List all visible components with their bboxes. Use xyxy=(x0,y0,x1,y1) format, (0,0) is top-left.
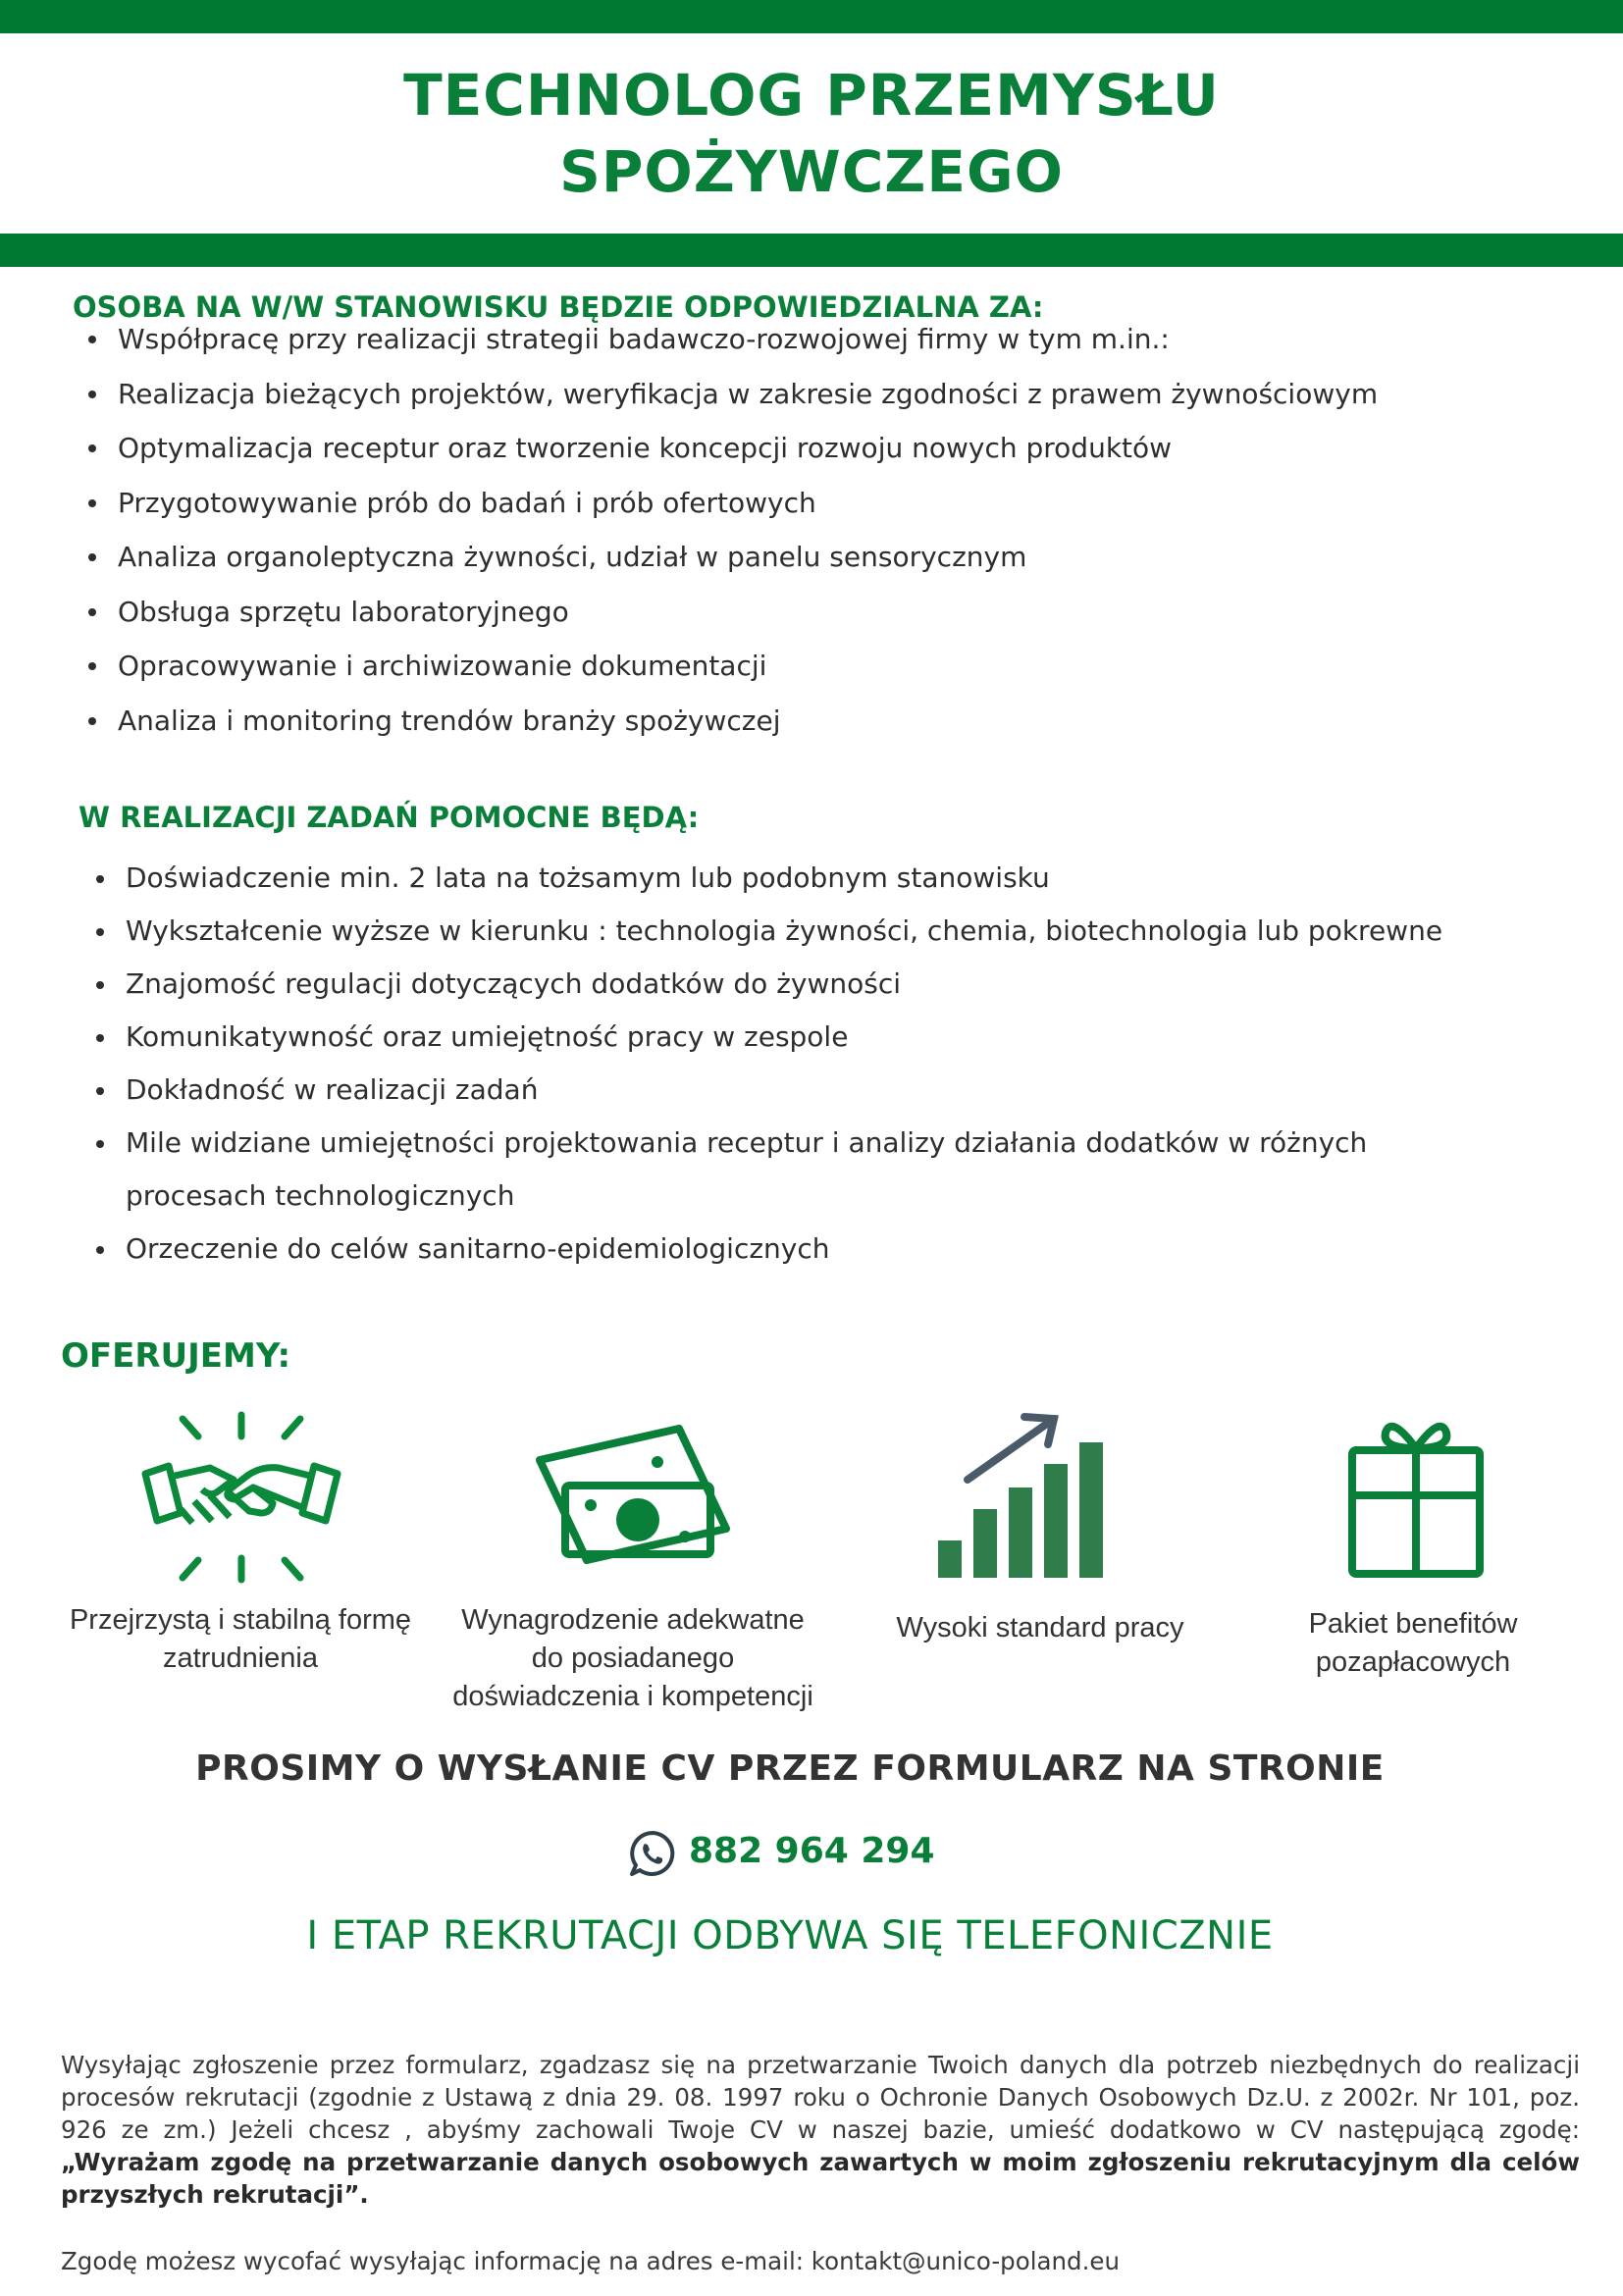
gdpr-consent-text xyxy=(61,2049,1580,2211)
cv-request-heading: PROSIMY O WYSŁANIE CV PRZEZ FORMULARZ NA STRONIE xyxy=(195,1748,1385,1789)
consent-quote: „Wyrażam zgodę na przetwarzanie danych osobowych zawartych w moim zgłoszeniu rekrutacyjnym dla celów przyszłych rekrutacji”. xyxy=(61,2148,1580,2209)
offer-caption-line: Wysoki standard pracy xyxy=(896,1612,1184,1644)
list-item: Mile widziane umiejętności projektowania receptur i analizy działania dodatków w różnych procesach technologicznych xyxy=(126,1117,1499,1223)
list-item: Doświadczenie min. 2 lata na tożsamym lub podobnym stanowisku xyxy=(126,852,1499,905)
offer-caption-line: Pakiet benefitów xyxy=(1308,1608,1518,1640)
whatsapp-icon xyxy=(628,1829,677,1878)
list-item: Analiza organoleptyczna żywności, udział w panelu sensorycznym xyxy=(118,540,1570,595)
offer-caption-2 xyxy=(442,1601,824,1716)
growth-chart-icon xyxy=(934,1409,1121,1586)
gift-icon xyxy=(1346,1413,1486,1582)
divider-green-band xyxy=(0,234,1623,267)
consent-withdraw-text: Zgodę możesz wycofać wysyłając informację na adres e-mail: kontakt@unico-poland.eu xyxy=(61,2247,1120,2275)
offer-heading: OFERUJEMY: xyxy=(61,1336,291,1376)
requirements-heading: W REALIZACJI ZADAŃ POMOCNE BĘDĄ: xyxy=(79,801,700,834)
recruitment-stage-note: I ETAP REKRUTACJI ODBYWA SIĘ TELEFONICZNIE xyxy=(306,1913,1274,1958)
handshake-icon xyxy=(135,1411,351,1588)
requirements-list xyxy=(126,852,1499,1276)
money-icon xyxy=(530,1421,736,1568)
list-item: Dokładność w realizacji zadań xyxy=(126,1064,1499,1117)
list-item: Przygotowywanie prób do badań i prób ofertowych xyxy=(118,486,1570,541)
offer-caption-line: Przejrzystą i stabilną formę xyxy=(69,1604,412,1636)
phone-number[interactable]: 882 964 294 xyxy=(689,1831,935,1871)
offer-caption-line: pozapłacowych xyxy=(1315,1646,1511,1678)
page-title-line-2: SPOŻYWCZEGO xyxy=(559,138,1064,205)
offer-caption-3 xyxy=(864,1609,1217,1647)
offer-caption-4 xyxy=(1246,1605,1580,1682)
consent-text: Wysyłając zgłoszenie przez formularz, zgadzasz się na przetwarzanie Twoich danych dla potrzeb niezbędnych do realizacji procesów rekrutacji (zgodnie z Ustawą z dnia 29. 08. 1997 roku o Ochronie Danych Osobowych Dz.U. z 2002r. Nr 101, poz. 926 ze zm.) Jeżeli chcesz , abyśmy zachowali Twoje CV w naszej bazie, umieść dodatkowo w CV następującą zgodę: xyxy=(61,2051,1580,2144)
list-item: Realizacja bieżących projektów, weryfikacja w zakresie zgodności z prawem żywnościowym xyxy=(118,377,1570,432)
offer-caption-line: zatrudnienia xyxy=(163,1643,318,1674)
offer-caption-1 xyxy=(54,1601,427,1678)
offer-caption-line: do posiadanego xyxy=(531,1643,735,1674)
list-item: Współpracę przy realizacji strategii badawczo-rozwojowej firmy w tym m.in.: xyxy=(118,322,1570,377)
list-item: Orzeczenie do celów sanitarno-epidemiologicznych xyxy=(126,1223,1499,1276)
page-title-line-1: TECHNOLOG PRZEMYSŁU xyxy=(403,62,1220,129)
list-item: Komunikatywność oraz umiejętność pracy w zespole xyxy=(126,1011,1499,1064)
list-item: Analiza i monitoring trendów branży spożywczej xyxy=(118,704,1570,758)
list-item: Optymalizacja receptur oraz tworzenie koncepcji rozwoju nowych produktów xyxy=(118,431,1570,486)
offer-caption-line: doświadczenia i kompetencji xyxy=(452,1681,813,1712)
page-title xyxy=(0,57,1623,210)
list-item: Opracowywanie i archiwizowanie dokumentacji xyxy=(118,649,1570,704)
list-item: Obsługa sprzętu laboratoryjnego xyxy=(118,595,1570,650)
top-green-band xyxy=(0,0,1623,33)
responsibilities-list xyxy=(118,322,1570,757)
list-item: Wykształcenie wyższe w kierunku : technologia żywności, chemia, biotechnologia lub pokrewne xyxy=(126,905,1499,958)
offer-caption-line: Wynagrodzenie adekwatne xyxy=(461,1604,805,1636)
list-item: Znajomość regulacji dotyczących dodatków do żywności xyxy=(126,958,1499,1011)
responsibilities-heading: OSOBA NA W/W STANOWISKU BĘDZIE ODPOWIEDZIALNA ZA: xyxy=(73,290,1044,324)
